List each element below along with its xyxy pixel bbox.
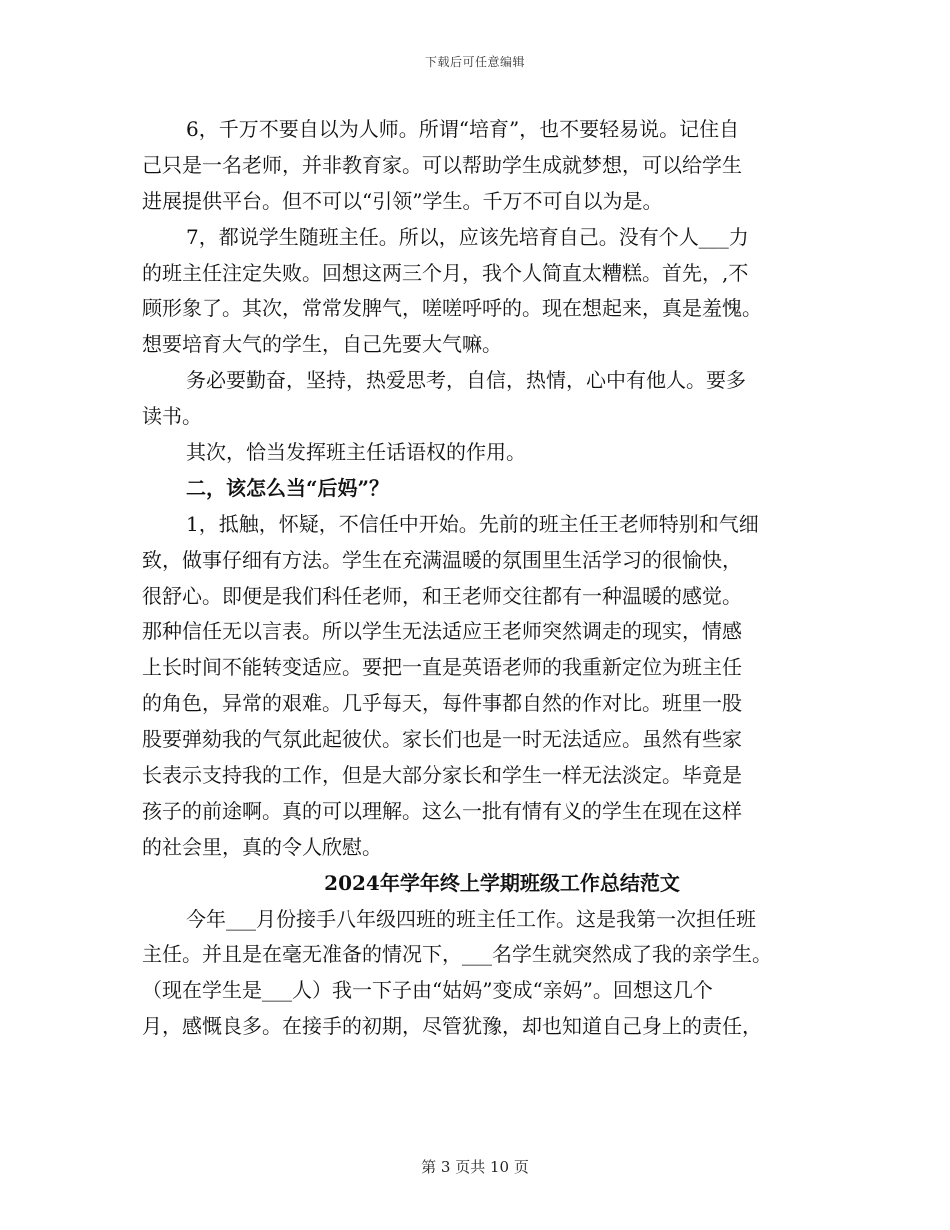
paragraph-line: 7，都说学生随班主任。所以，应该先培育自己。没有个人___力 — [186, 224, 749, 249]
paragraph-line: 孩子的前途啊。真的可以理解。这么一批有情有义的学生在现在这样 — [142, 798, 742, 823]
paragraph-line: 长表示支持我的工作，但是大部分家长和学生一样无法淡定。毕竟是 — [142, 763, 742, 788]
paragraph-line: （现在学生是___人）我一下子由“姑妈”变成“亲妈”。回想这几个 — [142, 978, 713, 1003]
paragraph-line: 今年___月份接手八年级四班的班主任工作。这是我第一次担任班 — [186, 906, 756, 931]
paragraph-line: 己只是一名老师，并非教育家。可以帮助学生成就梦想，可以给学生 — [142, 152, 742, 177]
paragraph-line: 上长时间不能转变适应。要把一直是英语老师的我重新定位为班主任 — [142, 655, 742, 680]
paragraph-line: 务必要勤奋，坚持，热爱思考，自信，热情，心中有他人。要多 — [186, 368, 746, 393]
paragraph-line: 其次，恰当发挥班主任话语权的作用。 — [186, 440, 526, 465]
paragraph-line: 进展提供平台。但不可以“引领”学生。千万不可自以为是。 — [142, 188, 663, 213]
paragraph-line: 读书。 — [142, 404, 202, 429]
paragraph-line: 顾形象了。其次，常常发脾气，嗟嗟呼呼的。现在想起来，真是羞愧。 — [142, 296, 762, 321]
paragraph-line: 致，做事仔细有方法。学生在充满温暖的氛围里生活学习的很愉快， — [142, 547, 742, 572]
paragraph-line: 股要弹劾我的气氛此起彼伏。家长们也是一时无法适应。虽然有些家 — [142, 727, 742, 752]
paragraph-line: 主任。并且是在毫无准备的情况下，___名学生就突然成了我的亲学生。 — [142, 942, 772, 967]
paragraph-line: 很舒心。即便是我们科任老师，和王老师交往都有一种温暖的感觉。 — [142, 583, 742, 608]
paragraph-line: 那种信任无以言表。所以学生无法适应王老师突然调走的现实，情感 — [142, 619, 742, 644]
paragraph-line: 想要培育大气的学生，自己先要大气嘛。 — [142, 332, 502, 357]
paragraph-line: 的班主任注定失败。回想这两三个月，我个人简直太糟糕。首先，,不 — [142, 260, 749, 285]
paragraph-line: 月，感慨良多。在接手的初期，尽管犹豫，却也知道自己身上的责任， — [142, 1014, 762, 1039]
document-title: 2024年学年终上学期班级工作总结范文 — [324, 870, 680, 895]
paragraph-line: 的角色，异常的艰难。几乎每天，每件事都自然的作对比。班里一股 — [142, 691, 742, 716]
paragraph-line: 6，千万不要自以为人师。所谓“培育”，也不要轻易说。记住自 — [186, 117, 740, 141]
page-footer: 第 3 页共 10 页 — [421, 1158, 529, 1176]
section-heading: 二，该怎么当“后妈”？ — [186, 475, 390, 500]
paragraph-line: 的社会里，真的令人欣慰。 — [142, 834, 382, 859]
paragraph-line: 1，抵触，怀疑，不信任中开始。先前的班主任王老师特别和气细 — [186, 511, 759, 536]
page-header: 下载后可任意编辑 — [424, 55, 525, 69]
document-body — [142, 112, 818, 1045]
